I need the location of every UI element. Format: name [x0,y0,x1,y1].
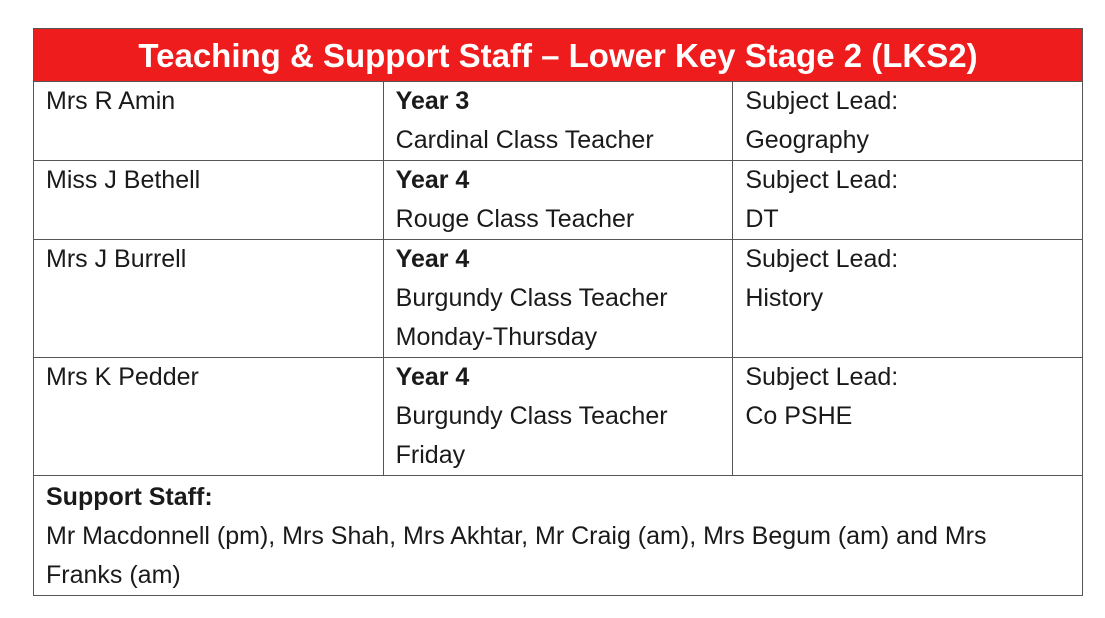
staff-role-cell [383,240,733,358]
subject-lead-label: Subject Lead: [745,363,899,391]
staff-year: Year 4 [395,245,470,273]
staff-name: Mrs K Pedder [46,363,199,391]
staff-role: Burgundy Class Teacher [395,284,668,312]
support-staff-list: Mr Macdonnell (pm), Mrs Shah, Mrs Akhtar, Mr Craig (am), Mrs Begum (am) and Mrs Franks (am) [46,522,987,589]
staff-name: Mrs R Amin [46,87,176,115]
table-row [34,161,1083,240]
staff-schedule: Friday [395,441,466,469]
subject-lead-subject: History [745,284,824,312]
staff-name: Mrs J Burrell [46,245,187,273]
staff-name: Miss J Bethell [46,166,201,194]
subject-lead-label: Subject Lead: [745,166,899,194]
staff-role: Rouge Class Teacher [395,205,635,233]
staff-name-cell [34,240,384,358]
staff-name-cell [34,161,384,240]
staff-lead-cell [733,240,1083,358]
staff-lead-cell [733,358,1083,476]
table-row [34,240,1083,358]
support-row [34,476,1083,596]
staff-lead-cell [733,82,1083,161]
table-row [34,358,1083,476]
table-row [34,82,1083,161]
staff-role: Cardinal Class Teacher [395,126,654,154]
staff-year: Year 4 [395,363,470,391]
subject-lead-subject: DT [745,205,779,233]
staff-schedule: Monday-Thursday [395,323,598,351]
support-staff-heading: Support Staff: [46,483,213,511]
staff-name-cell [34,358,384,476]
subject-lead-subject: Geography [745,126,870,154]
subject-lead-label: Subject Lead: [745,87,899,115]
staff-lead-cell [733,161,1083,240]
staff-name-cell [34,82,384,161]
staff-role-cell [383,82,733,161]
staff-role-cell [383,161,733,240]
staff-year: Year 3 [395,87,470,115]
support-staff-cell [34,476,1083,596]
staff-role-cell [383,358,733,476]
table-title-text: Teaching & Support Staff – Lower Key Stage 2 (LKS2) [138,37,978,74]
staff-year: Year 4 [395,166,470,194]
staff-role: Burgundy Class Teacher [395,402,668,430]
table-title [34,29,1083,82]
staff-table [33,28,1083,596]
subject-lead-subject: Co PSHE [745,402,853,430]
title-row [34,29,1083,82]
subject-lead-label: Subject Lead: [745,245,899,273]
